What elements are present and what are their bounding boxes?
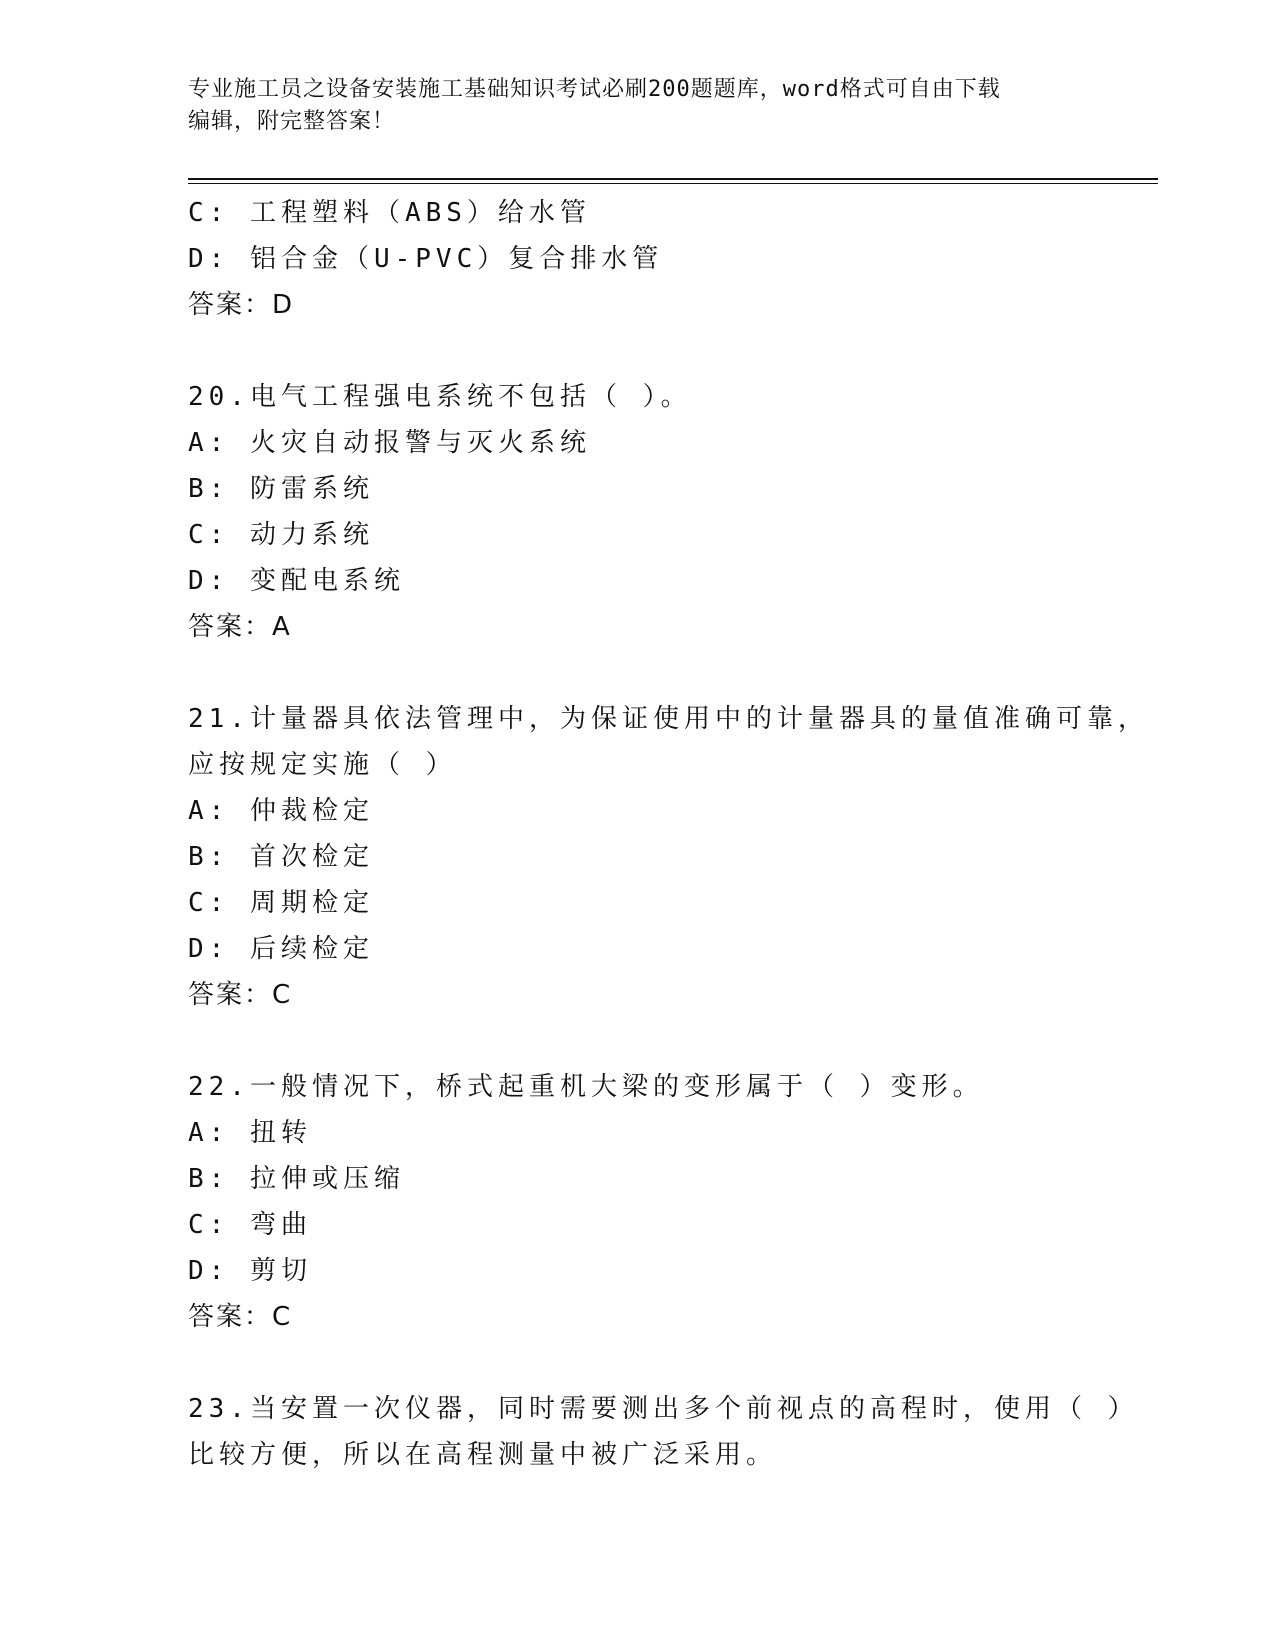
- option-d: D: 变配电系统: [188, 566, 405, 596]
- option-a: A: 火灾自动报警与灭火系统: [188, 428, 591, 458]
- header-line-1: 专业施工员之设备安装施工基础知识考试必刷200题题库，word格式可自由下载: [188, 77, 1001, 102]
- question-list: [188, 190, 1148, 1478]
- question-text: 20.电气工程强电系统不包括（ ）。: [188, 382, 692, 412]
- question-text: 21.计量器具依法管理中，为保证使用中的计量器具的量值准确可靠，: [188, 704, 1149, 734]
- answer: 答案：A: [188, 612, 292, 642]
- header-divider: [188, 178, 1158, 184]
- answer: 答案：C: [188, 980, 293, 1010]
- header-line-2: 编辑，附完整答案！: [188, 109, 396, 134]
- answer: 答案：C: [188, 1302, 293, 1332]
- option-d: D: 后续检定: [188, 934, 374, 964]
- document-header: [188, 74, 1088, 138]
- option-a: A: 仲裁检定: [188, 796, 374, 826]
- option-c: C: 周期检定: [188, 888, 374, 918]
- option-a: A: 扭转: [188, 1118, 312, 1148]
- question-text: 22.一般情况下，桥式起重机大梁的变形属于（ ）变形。: [188, 1072, 984, 1102]
- option-b: B: 防雷系统: [188, 474, 374, 504]
- option-d: D: 铝合金（U-PVC）复合排水管: [188, 244, 664, 274]
- question-text-continued: 比较方便，所以在高程测量中被广泛采用。: [188, 1440, 778, 1470]
- answer: 答案：D: [188, 290, 295, 320]
- question-text: 23.当安置一次仪器，同时需要测出多个前视点的高程时，使用（ ）: [188, 1394, 1139, 1424]
- option-c: C: 弯曲: [188, 1210, 312, 1240]
- option-b: B: 拉伸或压缩: [188, 1164, 405, 1194]
- question-text-continued: 应按规定实施（ ）: [188, 750, 457, 780]
- option-c: C: 动力系统: [188, 520, 374, 550]
- option-c: C: 工程塑料（ABS）给水管: [188, 198, 591, 228]
- option-d: D: 剪切: [188, 1256, 312, 1286]
- option-b: B: 首次检定: [188, 842, 374, 872]
